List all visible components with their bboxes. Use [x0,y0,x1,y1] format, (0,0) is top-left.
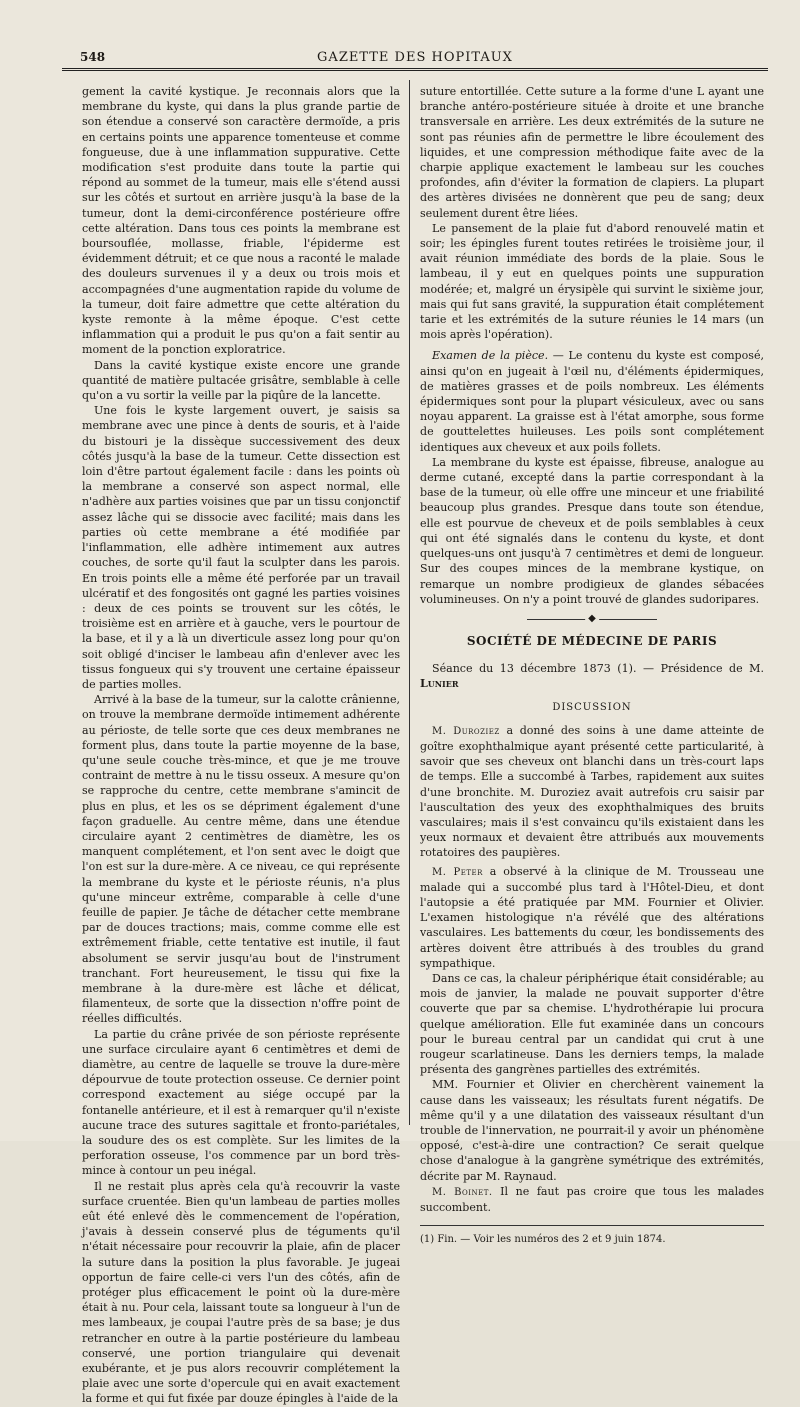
footnote-rule [420,1225,764,1226]
boinet-text: Il ne faut pas croire que tous les malades succombent. [420,1184,764,1215]
duroziez-text: a donné des soins à une dame atteinte de goître exophthalmique ayant présenté cette particularité, à savoir que ses cheveux ont blanchi dans un très-court laps de temps. Elle a succombé à Tarbes, rapidement aux suites d'une bronchite. M. Duroziez avait autrefois cru saisir par l'auscultation des yeux des exophthalmiques des bruits vasculaires; mais il s'est convaincu qu'ils existaient dans les yeux normaux et devaient être attribués aux mouvements rotatoires des paupières. [420,723,764,860]
journal-title: GAZETTE DES HOPITAUX [317,50,513,65]
header-rule [62,68,768,71]
diamond-ornament-icon: ◆ [585,611,599,626]
fournier-paragraph: MM. Fournier et Olivier en cherchèrent vainement la cause dans les vaisseaux; les résultats furent négatifs. De même qu'il y a une dilatation des vaisseaux résultant d'un trouble de l'innervation, ne pourrait-il y avoir un phénomène opposé, c'est-à-dire une contraction? Ce serait quelque chose d'analogue à la gangrène symétrique des extrémités, décrite par M. Raynaud. [420,1078,764,1183]
chaleur-paragraph: Dans ce cas, la chaleur périphérique était considérable; au mois de janvier, la malade ne pouvait supporter d'être couverte que par sa chemise. L'hydrothérapie lui procura quelque amélioration. Elle fut examinée dans un concours pour le bureau central par un candidat qui crut à une rougeur scarlatineuse. Dans les derniers temps, la malade présenta des gangrènes partielles des extrémités. [420,971,764,1077]
article-paragraph: suture entortillée. Cette suture a la forme d'une L ayant une branche antéro-postérieure située à droite et une branche transversale en arrière. Les deux extrémités de la suture ne sont pas réunies afin de permettre le libre écoulement des liquides, et une compression méthodique faite avec de la charpie applique exactement le lambeau sur les couches profondes, afin d'éviter la formation de clapiers. La plupart des artères divisées ne donnèrent que peu de sang; deux seulement durent être liées. [420,85,764,220]
article-paragraph: Il ne restait plus après cela qu'à recouvrir la vaste surface cruentée. Bien qu'un lambeau de parties molles eût été enlevé dès le commencement de l'opération, j'avais à dessein conservé plus de téguments qu'il n'était nécessaire pour recouvrir la plaie, afin de placer la suture dans la position la plus favorable. Je jugeai opportun de faire celle-ci vers l'un des côtés, afin de protéger plus efficacement le point où la dure-mère était à nu. Pour cela, laissant toute sa longueur à l'un de mes lambeaux, je coupai l'autre près de sa base; je dus retrancher en outre à la partie postérieure du lambeau conservé, une portion triangulaire qui devenait exubérante, et je pus alors recouvrir complétement la plaie avec une sorte d'opercule qui en avait exactement la forme et qui fut fixée par douze épingles à l'aide de la [82,1179,400,1406]
article-paragraph: Une fois le kyste largement ouvert, je saisis sa membrane avec une pince à dents de souris, et à l'aide du bistouri je la dissèque successivement des deux côtés jusqu'à la base de la tumeur. Cette dissection est loin d'être partout également facile : dans les points où la membrane a conservé son aspect normal, elle n'adhère aux parties voisines que par un tissu conjonctif assez lâche qui se dissocie avec facilité; mais dans les parties où cette membrane a été modifiée par l'inflammation, elle adhère intimement aux autres couches, de sorte qu'il faut la sculpter dans les parois. En trois points elle a même été perforée par un travail ulcératif et des fongosités ont gagné les parties voisines : deux de ces points se trouvent sur les côtés, le troisième est en arrière et à gauche, vers le pourtour de la base, et il y a là un diverticule assez long pour qu'on soit obligé d'inciser le lambeau afin d'enlever avec les tissus fongueux qui s'y trouvent une certaine épaisseur de parties molles. [82,404,400,691]
column-divider [409,80,410,1125]
exam-label: Examen de la pièce. [432,349,549,363]
society-heading: SOCIÉTÉ DE MÉDECINE DE PARIS [466,633,718,648]
speaker-peter: M. Peter [432,866,483,878]
session-line [420,661,764,691]
speaker-duroziez: M. Duroziez [432,725,500,737]
peter-paragraph [420,864,764,971]
exam-text: — Le contenu du kyste est composé, ainsi qu'on en jugeait à l'œil nu, d'éléments épidermiques, de matières grasses et de poils nombreux. Les éléments épidermiques sont pour la plupart vésiculeux, avec ou sans noyau apparent. La graisse est à l'état amorphe, sous forme de gouttelettes huileuses. Les poils sont complétement identiques aux cheveux et aux poils follets. [420,349,764,454]
page-header [62,46,768,72]
article-paragraph: Arrivé à la base de la tumeur, sur la calotte crânienne, on trouve la membrane dermoïde intimement adhérente au périoste, de telle sorte que ces deux membranes ne forment plus, dans toute la partie moyenne de la base, qu'une seule couche très-mince, et que je me trouve contraint de mettre à nu le tissu osseux. A mesure qu'on se rapproche du centre, cette membrane s'amincit de plus en plus, et les os se dépriment également d'une façon graduelle. Au centre même, dans une étendue circulaire ayant 2 centimètres de diamètre, les os manquent complétement, et l'on sent avec le doigt que l'on est sur la dure-mère. A ce niveau, ce qui représente la membrane du kyste et le périoste réunis, n'a plus qu'une minceur extrême, comparable à celle d'une feuille de papier. Je tâche de détacher cette membrane par de douces tractions; mais, comme comme elle est extrêmement friable, cette tentative est inutile, il faut absolument se servir jusqu'au bout de l'instrument tranchant. Fort heureusement, le tissu qui fixe la membrane à la dure-mère est lâche et délicat, filamenteux, de sorte que la dissection n'offre point de réelles difficultés. [82,693,400,1026]
article-paragraph: Le pansement de la plaie fut d'abord renouvelé matin et soir; les épingles furent toutes retirées le troisième jour, il avait réunion immédiate des bords de la plaie. Sous le lambeau, il y eut en quelques points une suppuration modérée; et, malgré un érysipèle qui survint le sixième jour, mais qui fut sans gravité, la suppuration était complétement tarie et les extrémités de la suture réunies le 14 mars (un mois après l'opération). [420,221,764,342]
peter-text: a observé à la clinique de M. Trousseau une malade qui a succombé plus tard à l'Hôtel-Dieu, et dont l'autopsie a été pratiquée par MM. Fournier et Olivier. L'examen histologique n'a révélé que des altérations vasculaires. Les battements du cœur, les bondissements des artères doivent être attribués à des troubles du grand sympathique. [420,864,765,970]
right-column [420,84,764,1247]
article-paragraph: Dans la cavité kystique existe encore une grande quantité de matière pultacée grisâtre, semblable à celle qu'on a vu sortir la veille par la piqûre de la lancette. [82,358,400,403]
boinet-paragraph [420,1184,764,1215]
section-divider [527,612,657,624]
session-text: Séance du 13 décembre 1873 (1). — Présidence de M. [432,662,764,676]
article-paragraph: La partie du crâne privée de son périoste représente une surface circulaire ayant 6 centimètres et demi de diamètre, au centre de laquelle se trouve la dure-mère dépourvue de toute protection osseuse. Ce dernier point correspond exactement au siége occupé par la fontanelle antérieure, et il est à remarquer qu'il n'existe aucune trace des sutures sagittale et fronto-pariétales, la soudure des os est complète. Sur les limites de la perforation osseuse, l'os commence par un bord très-mince à contour un peu inégal. [82,1027,400,1178]
president-name: Lunier [420,677,459,691]
page-number: 548 [80,50,106,64]
footnote: (1) Fin. — Voir les numéros des 2 et 9 juin 1874. [420,1234,666,1246]
article-paragraph: gement la cavité kystique. Je reconnais alors que la membrane du kyste, qui dans la plus grande partie de son étendue a conservé son caractère dermoïde, a pris en certains points une apparence tomenteuse et comme fongueuse, due à une inflammation suppurative. Cette modification s'est produite dans toute la partie qui répond au sommet de la tumeur, mais elle s'étend aussi sur les côtés et surtout en arrière jusqu'à la base de la tumeur, dont la demi-circonférence postérieure offre cette altération. Dans tous ces points la membrane est boursouflée, mollasse, friable, l'épiderme est évidemment détruit; et ce que nous a raconté le malade des douleurs survenues il y a deux ou trois mois et accompagnées d'une augmentation rapide du volume de la tumeur, doit faire admettre que cette altération du kyste remonte à la même époque. C'est cette inflammation qui a produit le pus qu'on a fait sentir au moment de la ponction exploratrice. [82,85,400,357]
exam-paragraph [420,348,764,454]
membrane-paragraph: La membrane du kyste est épaisse, fibreuse, analogue au derme cutané, excepté dans la partie correspondant à la base de la tumeur, où elle offre une minceur et une friabilité beaucoup plus grandes. Presque dans toute son étendue, elle est pourvue de cheveux et de poils semblables à ceux qui ont été signalés dans le contenu du kyste, et dont quelques-uns ont jusqu'à 7 centimètres et demi de longueur. Sur des coupes minces de la membrane kystique, on remarque un nombre prodigieux de glandes sébacées volumineuses. On n'y a point trouvé de glandes sudoripares. [420,455,764,606]
speaker-boinet: M. Boinet. [432,1186,493,1198]
discussion-heading: DISCUSSION [552,701,632,713]
left-column [82,84,400,1407]
duroziez-paragraph [420,723,764,861]
